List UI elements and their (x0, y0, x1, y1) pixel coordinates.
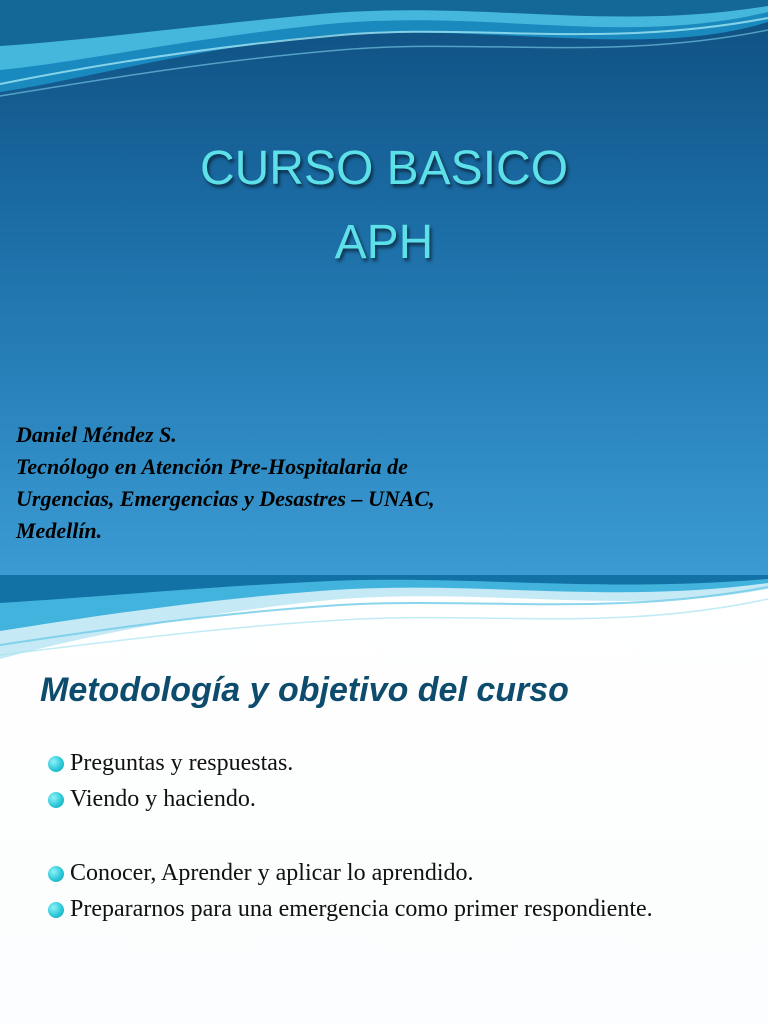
title-line-2: APH (334, 216, 434, 269)
author-credential-line-2: Urgencias, Emergencias y Desastres – UNAC, (16, 486, 435, 511)
bullet-icon (48, 756, 64, 772)
bullet-text: Preguntas y respuestas. (70, 750, 294, 776)
bullet-text: Prepararnos para una emergencia como primer respondiente. (70, 896, 653, 922)
bullet-icon (48, 866, 64, 882)
bullet-list (48, 745, 748, 927)
bullet-text: Conocer, Aprender y aplicar lo aprendido. (70, 860, 474, 886)
slide-heading: Metodología y objetivo del curso (40, 671, 569, 709)
bullet-icon (48, 902, 64, 918)
author-block (16, 419, 746, 547)
wave-decoration (0, 0, 768, 110)
bullet-item (48, 745, 748, 781)
bullet-text: Viendo y haciendo. (70, 786, 256, 812)
slide-title (0, 132, 768, 280)
author-credential-line-3: Medellín. (16, 518, 103, 543)
title-line-1: CURSO BASICO (199, 142, 569, 195)
wave-decoration (0, 575, 768, 665)
bullet-item (48, 855, 748, 891)
author-credential-line-1: Tecnólogo en Atención Pre-Hospitalaria de (16, 454, 408, 479)
author-name: Daniel Méndez S. (16, 422, 177, 447)
bullet-icon (48, 792, 64, 808)
bullet-item (48, 781, 748, 817)
slide-2 (0, 575, 768, 1024)
bullet-item (48, 891, 748, 927)
